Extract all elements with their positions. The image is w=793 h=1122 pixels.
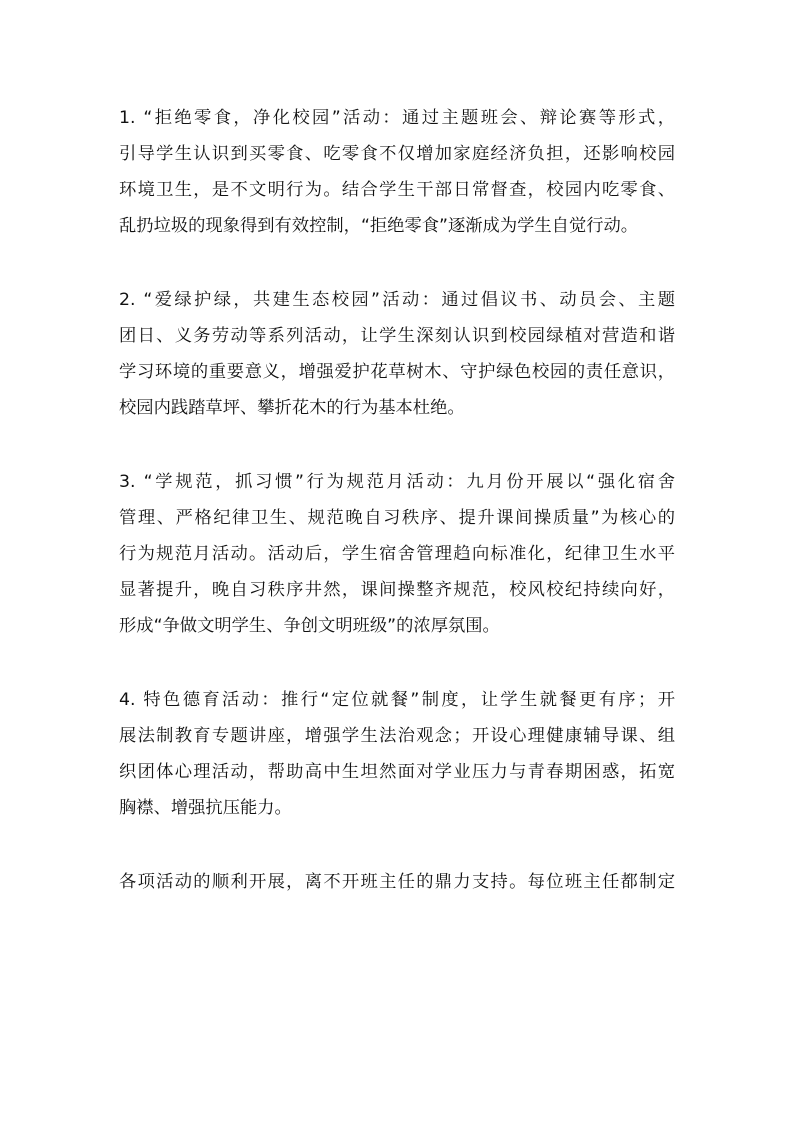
paragraph-line: 1. “拒绝零食，净化校园”活动：通过主题班会、辩论赛等形式， [119,108,675,128]
paragraph-summary [119,864,675,900]
paragraph-line: 管理、严格纪律卫生、规范晚自习秩序、提升课间操质量”为核心的 [119,508,675,528]
paragraph-line: 行为规范月活动。活动后，学生宿舍管理趋向标准化，纪律卫生水平 [119,544,675,564]
paragraph-moral-education [119,682,675,826]
paragraph-line: 展法制教育专题讲座，增强学生法治观念；开设心理健康辅导课、组 [119,726,675,746]
paragraph-line: 引导学生认识到买零食、吃零食不仅增加家庭经济负担，还影响校园 [119,144,675,164]
document-body [119,100,675,900]
paragraph-line: 3. “学规范，抓习惯”行为规范月活动：九月份开展以“强化宿舍 [119,472,675,492]
paragraph-line: 显著提升，晚自习秩序井然，课间操整齐规范，校风校纪持续向好， [119,580,675,600]
paragraph-line: 团日、义务劳动等系列活动，让学生深刻认识到校园绿植对营造和谐 [119,326,675,346]
paragraph-line: 4. 特色德育活动：推行“定位就餐”制度，让学生就餐更有序；开 [119,690,675,710]
paragraph-line: 各项活动的顺利开展，离不开班主任的鼎力支持。每位班主任都制定 [119,872,675,892]
paragraph-line: 环境卫生，是不文明行为。结合学生干部日常督查，校园内吃零食、 [119,180,675,200]
paragraph-line: 织团体心理活动，帮助高中生坦然面对学业压力与青春期困惑，拓宽 [119,762,675,782]
paragraph-line: 乱扔垃圾的现象得到有效控制，“拒绝零食”逐渐成为学生自觉行动。 [119,216,639,236]
paragraph-line: 学习环境的重要意义，增强爱护花草树木、守护绿色校园的责任意识， [119,362,675,382]
paragraph-snack-campaign [119,100,675,244]
paragraph-line: 校园内践踏草坪、攀折花木的行为基本杜绝。 [119,398,465,418]
paragraph-green-campus [119,282,675,426]
paragraph-line: 胸襟、增强抗压能力。 [119,798,292,818]
paragraph-behavior-month [119,464,675,644]
paragraph-line: 2. “爱绿护绿，共建生态校园”活动：通过倡议书、动员会、主题 [119,290,675,310]
paragraph-line: 形成“争做文明学生、争创文明班级”的浓厚氛围。 [119,616,500,636]
